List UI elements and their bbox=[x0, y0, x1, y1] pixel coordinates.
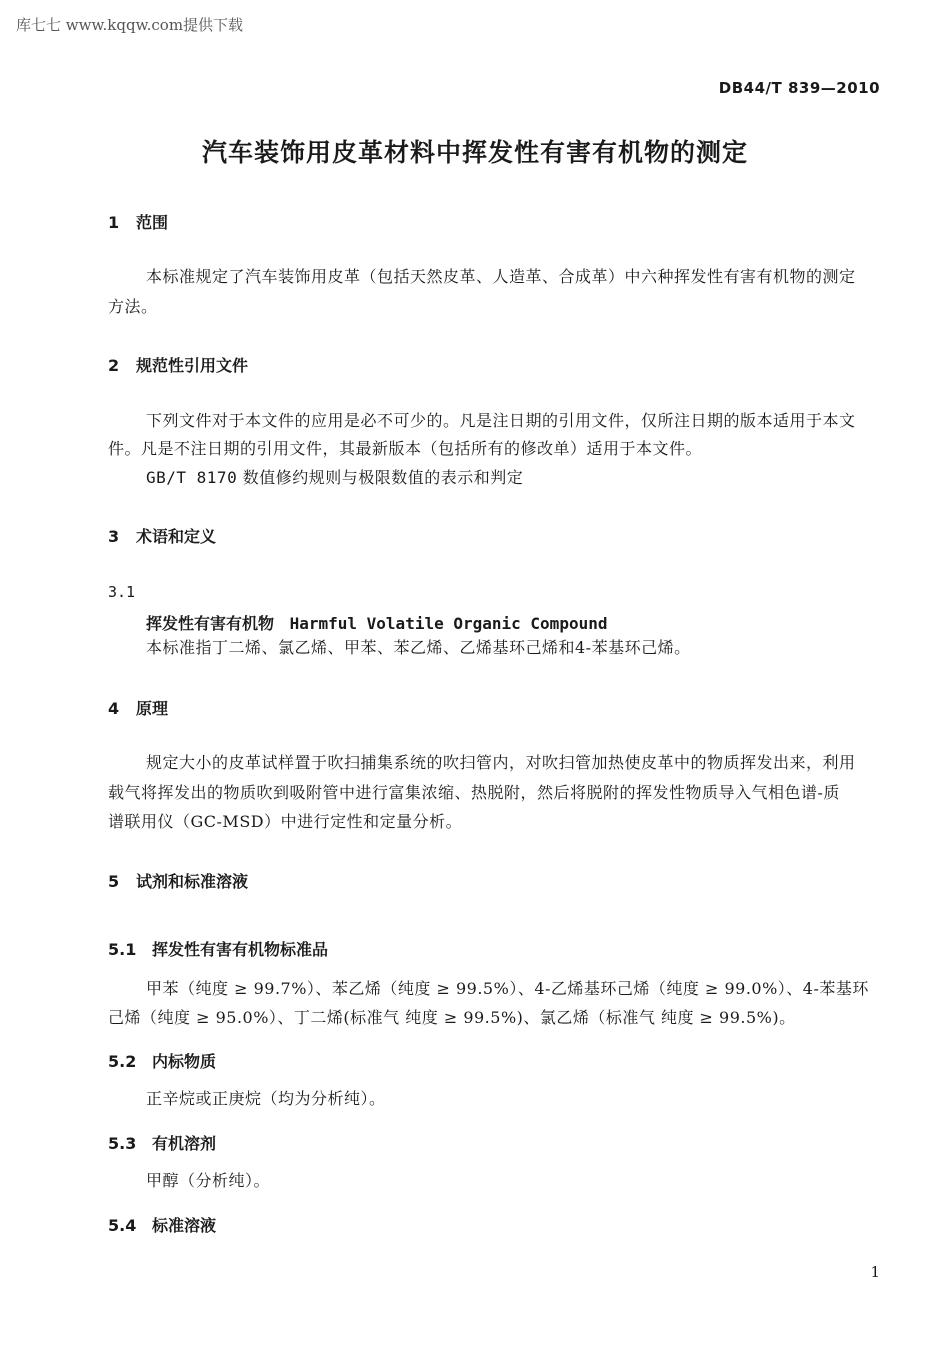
section-5-heading bbox=[108, 869, 248, 892]
s51-paragraph-line1: 甲苯（纯度 ≥ 99.7%）、苯乙烯（纯度 ≥ 99.5%）、4-乙烯基环己烯（纯度 ≥ 99.0%）、4-苯基环 bbox=[146, 979, 869, 998]
section-number: 2 bbox=[108, 356, 120, 375]
section-title: 规范性引用文件 bbox=[136, 356, 249, 375]
s2-paragraph-line2: 件。凡是不注日期的引用文件，其最新版本（包括所有的修改单）适用于本文件。 bbox=[108, 439, 703, 458]
section-title: 范围 bbox=[136, 213, 169, 232]
s53-paragraph: 甲醇（分析纯）。 bbox=[146, 1171, 271, 1190]
section-title: 术语和定义 bbox=[136, 527, 217, 546]
s52-paragraph: 正辛烷或正庚烷（均为分析纯）。 bbox=[146, 1089, 386, 1108]
reference-title: 数值修约规则与极限数值的表示和判定 bbox=[242, 468, 524, 487]
section-number: 3 bbox=[108, 527, 120, 546]
section-2-heading bbox=[108, 353, 248, 376]
subsection-number: 5.4 bbox=[108, 1216, 137, 1235]
subsection-number: 5.1 bbox=[108, 940, 137, 959]
section-number: 5 bbox=[108, 872, 120, 891]
subsection-3-1-number: 3.1 bbox=[108, 583, 136, 601]
page-number: 1 bbox=[870, 1263, 880, 1281]
section-1-heading bbox=[108, 210, 168, 233]
s4-paragraph-line1: 规定大小的皮革试样置于吹扫捕集系统的吹扫管内，对吹扫管加热使皮革中的物质挥发出来，利用 bbox=[146, 753, 856, 772]
s51-paragraph-line2: 己烯（纯度 ≥ 95.0%）、丁二烯(标准气 纯度 ≥ 99.5%)、氯乙烯（标准气 纯度 ≥ 99.5%)。 bbox=[108, 1008, 796, 1027]
subsection-5-1-heading bbox=[108, 937, 328, 960]
subsection-5-4-heading bbox=[108, 1213, 216, 1236]
document-title: 汽车装饰用皮革材料中挥发性有害有机物的测定 bbox=[201, 138, 748, 167]
subsection-5-2-heading bbox=[108, 1049, 216, 1072]
subsection-title: 标准溶液 bbox=[152, 1216, 217, 1235]
s1-paragraph-line2: 方法。 bbox=[108, 297, 158, 316]
term-definition: 本标准指丁二烯、氯乙烯、甲苯、苯乙烯、乙烯基环己烯和4-苯基环己烯。 bbox=[146, 638, 691, 657]
term-en: Harmful Volatile Organic Compound bbox=[289, 614, 608, 633]
section-4-heading bbox=[108, 696, 168, 719]
s2-paragraph-line1: 下列文件对于本文件的应用是必不可少的。凡是注日期的引用文件，仅所注日期的版本适用于本文 bbox=[146, 411, 856, 430]
term-heading bbox=[146, 611, 607, 634]
subsection-number: 5.3 bbox=[108, 1134, 137, 1153]
subsection-title: 内标物质 bbox=[152, 1052, 217, 1071]
section-title: 试剂和标准溶液 bbox=[136, 872, 249, 891]
s4-paragraph-line2: 载气将挥发出的物质吹到吸附管中进行富集浓缩、热脱附，然后将脱附的挥发性物质导入气相色谱-质 bbox=[108, 783, 840, 802]
subsection-title: 有机溶剂 bbox=[152, 1134, 217, 1153]
section-3-heading bbox=[108, 524, 216, 547]
section-title: 原理 bbox=[136, 699, 169, 718]
watermark: 库七七 www.kqqw.com提供下载 bbox=[16, 16, 244, 34]
term-cn: 挥发性有害有机物 bbox=[146, 614, 275, 633]
s2-reference bbox=[146, 463, 523, 493]
standard-code: DB44/T 839—2010 bbox=[718, 79, 880, 97]
section-number: 1 bbox=[108, 213, 120, 232]
subsection-number: 5.2 bbox=[108, 1052, 137, 1071]
subsection-5-3-heading bbox=[108, 1131, 216, 1154]
reference-code: GB/T 8170 bbox=[146, 468, 238, 487]
subsection-title: 挥发性有害有机物标准品 bbox=[152, 940, 329, 959]
section-number: 4 bbox=[108, 699, 120, 718]
s4-paragraph-line3: 谱联用仪（GC-MSD）中进行定性和定量分析。 bbox=[108, 812, 463, 831]
s1-paragraph-line1: 本标准规定了汽车装饰用皮革（包括天然皮革、人造革、合成革）中六种挥发性有害有机物的测定 bbox=[146, 267, 856, 286]
